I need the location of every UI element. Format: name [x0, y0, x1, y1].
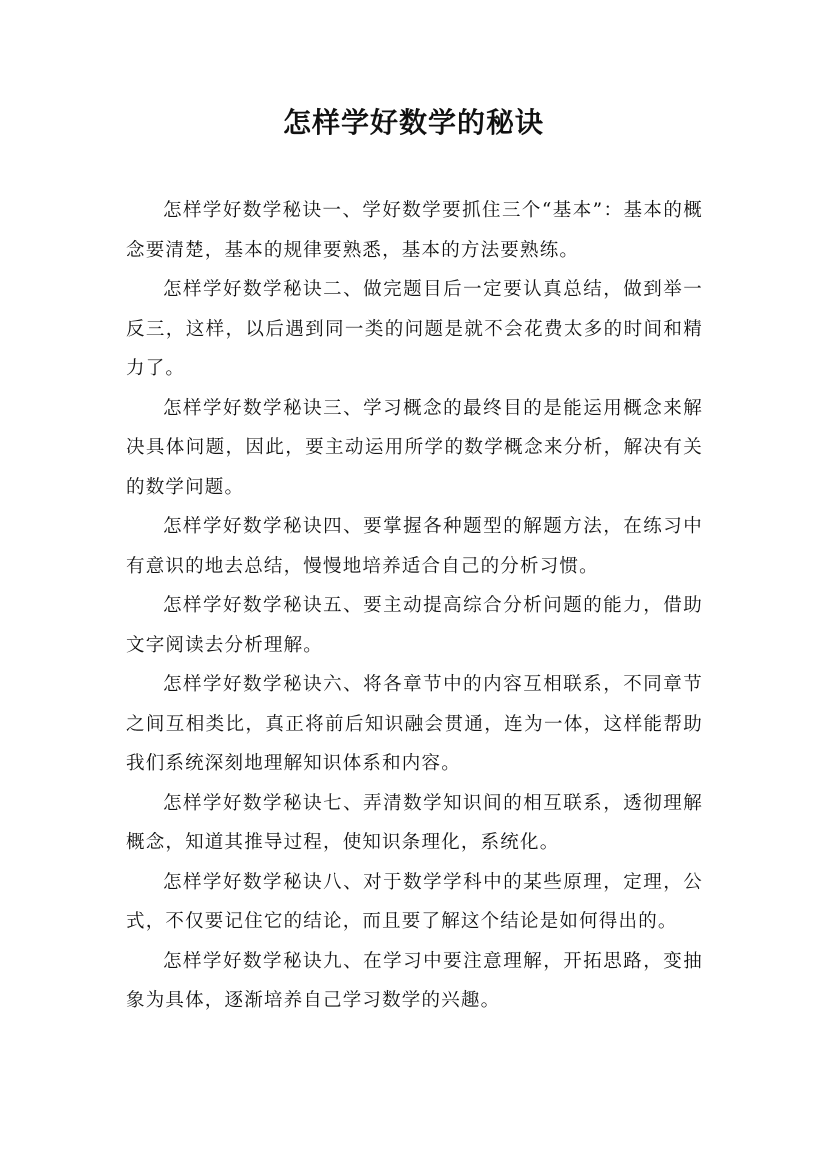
paragraph-secret-4: 怎样学好数学秘诀四、要掌握各种题型的解题方法，在练习中有意识的地去总结，慢慢地培养适合自己的分析习惯。 — [126, 516, 703, 577]
paragraph-secret-2: 怎样学好数学秘诀二、做完题目后一定要认真总结，做到举一反三，这样，以后遇到同一类的问题是就不会花费太多的时间和精力了。 — [126, 279, 703, 379]
document-title: 怎样学好数学的秘诀 — [282, 106, 544, 139]
paragraph-secret-6: 怎样学好数学秘诀六、将各章节中的内容互相联系，不同章节之间互相类比，真正将前后知识融会贯通，连为一体，这样能帮助我们系统深刻地理解知识体系和内容。 — [126, 674, 703, 774]
paragraph-secret-7: 怎样学好数学秘诀七、弄清数学知识间的相互联系，透彻理解概念，知道其推导过程，使知识条理化，系统化。 — [126, 792, 703, 853]
paragraph-secret-3: 怎样学好数学秘诀三、学习概念的最终目的是能运用概念来解决具体问题，因此，要主动运用所学的数学概念来分析，解决有关的数学问题。 — [126, 397, 703, 498]
document-body — [126, 191, 703, 1021]
paragraph-secret-5: 怎样学好数学秘诀五、要主动提高综合分析问题的能力，借助文字阅读去分析理解。 — [126, 595, 703, 656]
paragraph-secret-1: 怎样学好数学秘诀一、学好数学要抓住三个“基本”：基本的概念要清楚，基本的规律要熟悉，基本的方法要熟练。 — [126, 200, 703, 261]
paragraph-secret-8: 怎样学好数学秘诀八、对于数学学科中的某些原理，定理，公式，不仅要记住它的结论，而且要了解这个结论是如何得出的。 — [126, 871, 703, 932]
paragraph-secret-9: 怎样学好数学秘诀九、在学习中要注意理解，开拓思路，变抽象为具体，逐渐培养自己学习数学的兴趣。 — [126, 950, 703, 1011]
